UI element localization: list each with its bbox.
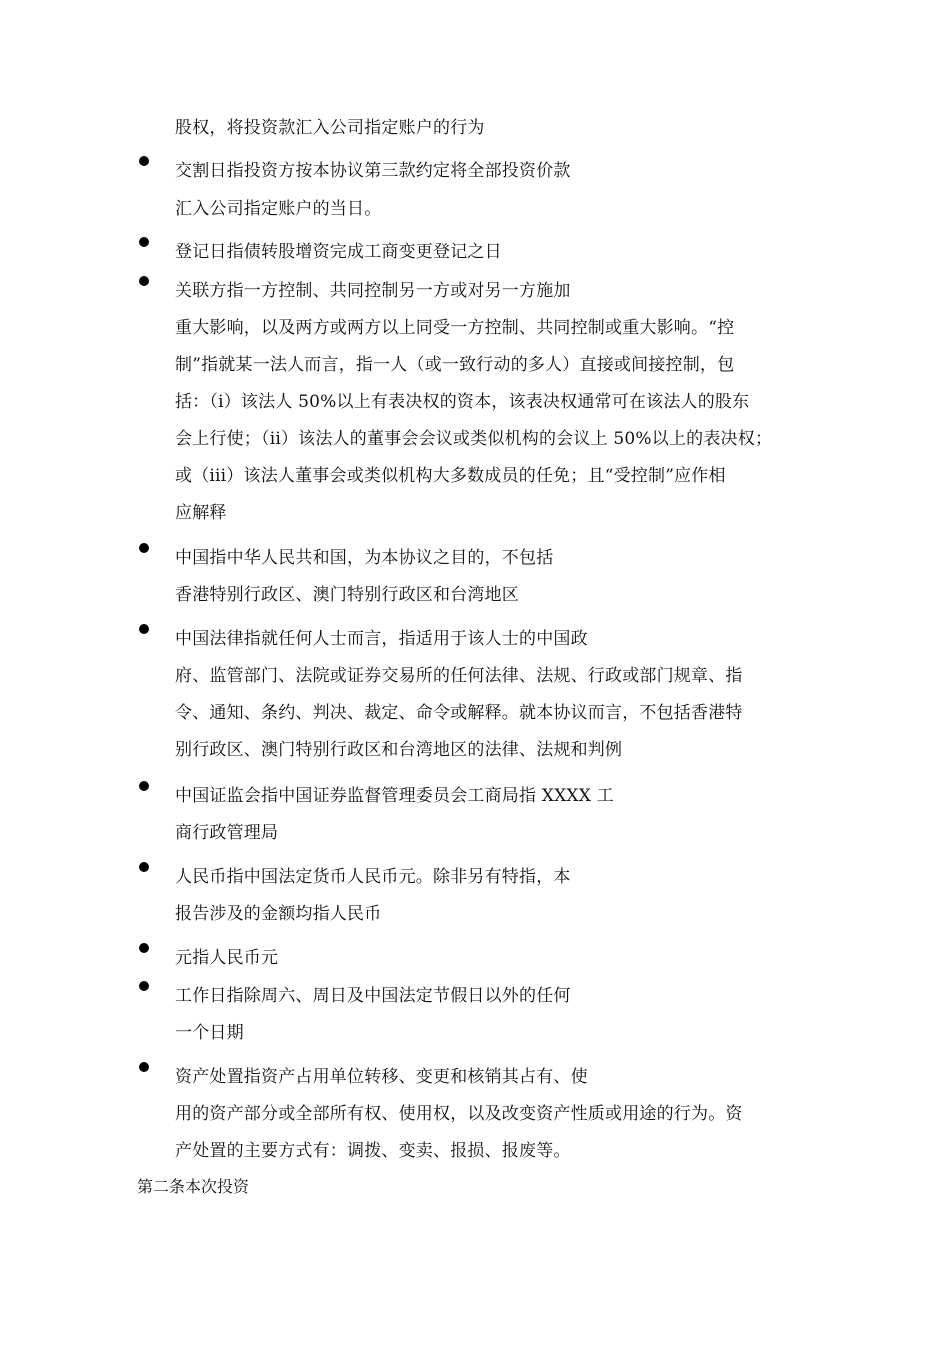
bullet-icon bbox=[139, 156, 149, 166]
definition-affiliate-line: 会上行使；（ii）该法人的董事会会议或类似机构的会议上 50%以上的表决权； bbox=[175, 429, 773, 449]
definition-registration-date-line: 登记日指债转股增资完成工商变更登记之日 bbox=[175, 242, 502, 262]
bullet-icon bbox=[139, 237, 149, 247]
definition-affiliate-line: 重大影响，以及两方或两方以上同受一方控制、共同控制或重大影响。“控 bbox=[175, 318, 735, 338]
definition-business-day-line: 一个日期 bbox=[175, 1023, 244, 1043]
definition-china-law-line: 府、监管部门、法院或证券交易所的任何法律、法规、行政或部门规章、指 bbox=[175, 666, 743, 686]
definition-affiliate-line: 括：（i）该法人 50%以上有表决权的资本，该表决权通常可在该法人的股东 bbox=[175, 392, 750, 412]
bullet-icon bbox=[139, 543, 149, 553]
definition-asset-disposal-line: 产处置的主要方式有：调拨、变卖、报损、报废等。 bbox=[175, 1141, 571, 1161]
definition-affiliate-line: 关联方指一方控制、共同控制另一方或对另一方施加 bbox=[175, 281, 571, 301]
bullet-icon bbox=[139, 624, 149, 634]
continuation-text: 股权，将投资款汇入公司指定账户的行为 bbox=[175, 118, 485, 138]
definition-rmb-line: 人民币指中国法定货币人民币元。除非另有特指，本 bbox=[175, 867, 571, 887]
bullet-icon bbox=[139, 943, 149, 953]
definition-china-line: 中国指中华人民共和国，为本协议之目的，不包括 bbox=[175, 548, 554, 568]
definition-asset-disposal-line: 资产处置指资产占用单位转移、变更和核销其占有、使 bbox=[175, 1067, 588, 1087]
definition-china-line: 香港特别行政区、澳门特别行政区和台湾地区 bbox=[175, 585, 519, 605]
bullet-icon bbox=[139, 1062, 149, 1072]
definition-closing-date-line: 交割日指投资方按本协议第三款约定将全部投资价款 bbox=[175, 161, 571, 181]
definition-yuan-line: 元指人民币元 bbox=[175, 948, 279, 968]
definition-csrc-line: 中国证监会指中国证券监督管理委员会工商局指 XXXX 工 bbox=[175, 786, 614, 806]
bullet-icon bbox=[139, 981, 149, 991]
definition-affiliate-line: 制”指就某一法人而言，指一人（或一致行动的多人）直接或间接控制，包 bbox=[175, 355, 735, 375]
definition-affiliate-line: 应解释 bbox=[175, 503, 227, 523]
bullet-icon bbox=[139, 781, 149, 791]
definition-business-day-line: 工作日指除周六、周日及中国法定节假日以外的任何 bbox=[175, 986, 571, 1006]
bullet-icon bbox=[139, 276, 149, 286]
definition-rmb-line: 报告涉及的金额均指人民币 bbox=[175, 904, 382, 924]
definition-china-law-line: 别行政区、澳门特别行政区和台湾地区的法律、法规和判例 bbox=[175, 740, 623, 760]
definition-china-law-line: 中国法律指就任何人士而言，指适用于该人士的中国政 bbox=[175, 629, 588, 649]
bullet-icon bbox=[139, 862, 149, 872]
definition-asset-disposal-line: 用的资产部分或全部所有权、使用权，以及改变资产性质或用途的行为。资 bbox=[175, 1104, 743, 1124]
definition-china-law-line: 令、通知、条约、判决、裁定、命令或解释。就本协议而言，不包括香港特 bbox=[175, 703, 743, 723]
definition-csrc-line: 商行政管理局 bbox=[175, 823, 279, 843]
definition-closing-date-line: 汇入公司指定账户的当日。 bbox=[175, 199, 382, 219]
section-heading: 第二条本次投资 bbox=[137, 1177, 250, 1196]
definition-affiliate-line: 或（iii）该法人董事会或类似机构大多数成员的任免；且“受控制”应作相 bbox=[175, 466, 726, 486]
